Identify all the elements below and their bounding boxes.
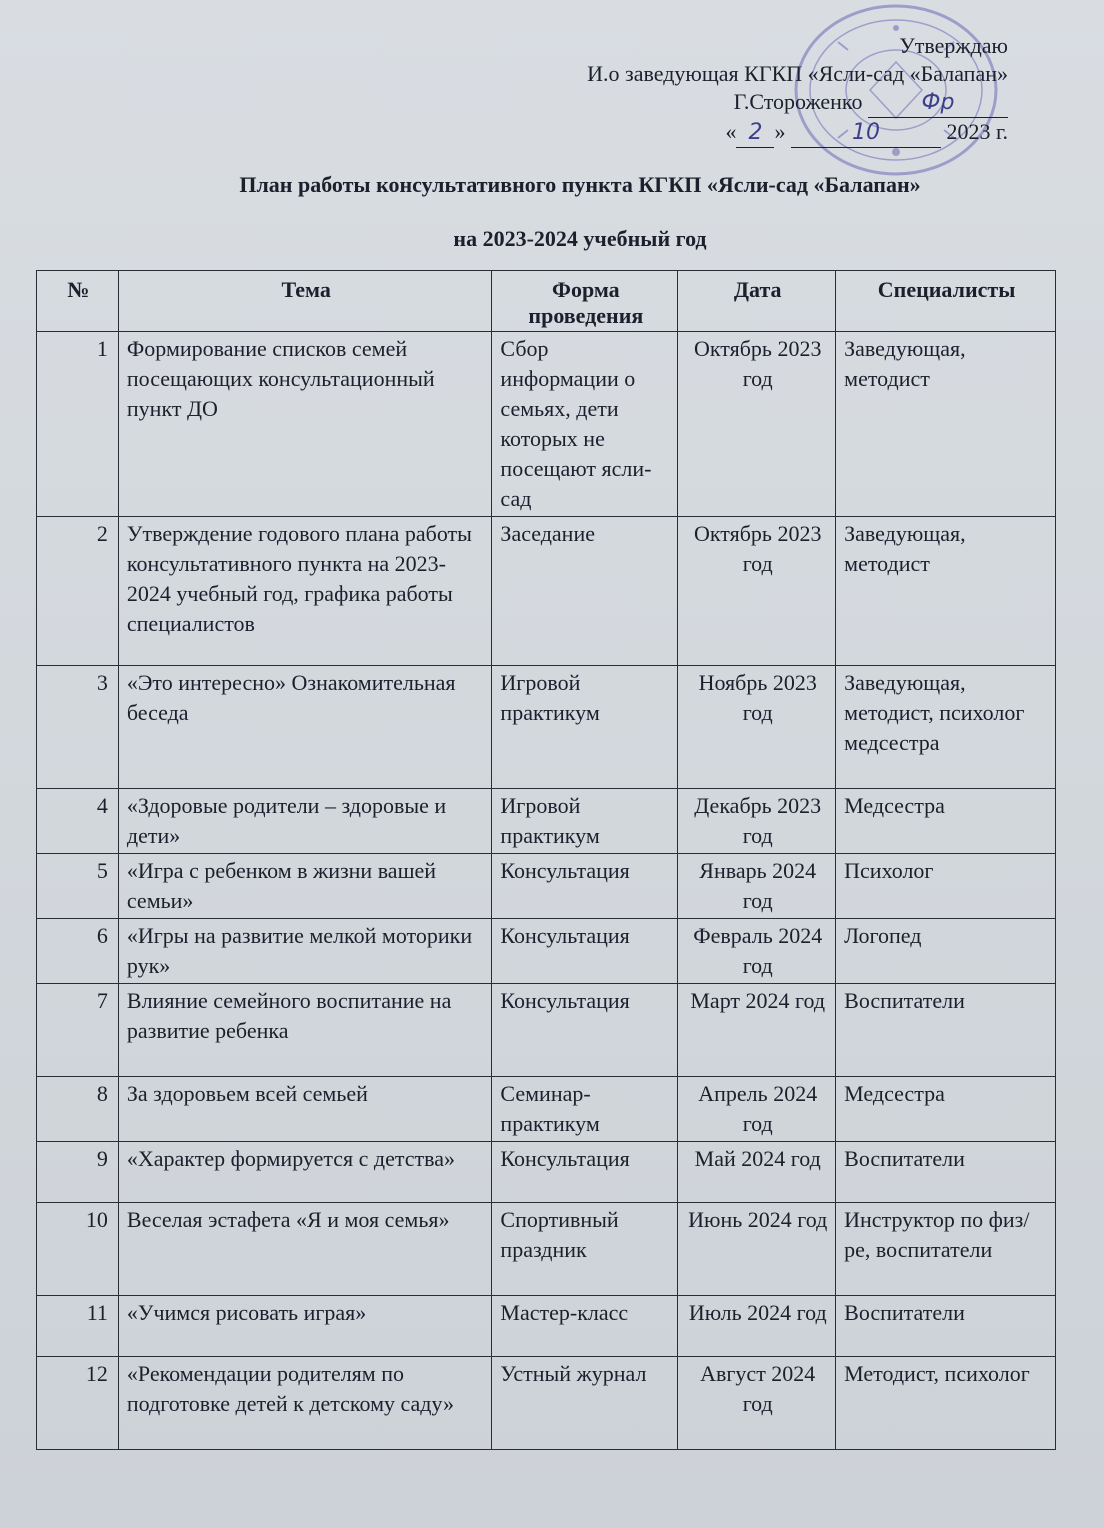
cell-specialists: Психолог [836, 854, 1056, 919]
cell-date: Июль 2024 год [678, 1296, 836, 1357]
cell-num: 6 [37, 919, 119, 984]
cell-date: Январь 2024 год [678, 854, 836, 919]
cell-form: Консультация [492, 919, 678, 984]
cell-topic: Формирование списков семей посещающих консультационный пункт ДО [118, 332, 492, 517]
cell-form: Устный журнал [492, 1357, 678, 1450]
document-title: План работы консультативного пункта КГКП «Ясли-сад «Балапан» [239, 172, 921, 197]
cell-topic: Веселая эстафета «Я и моя семья» [118, 1203, 492, 1296]
cell-form: Сбор информации о семьях, дети которых не посещают ясли-сад [492, 332, 678, 517]
cell-specialists: Заведующая, методист, психолог медсестра [836, 666, 1056, 789]
signature-field [868, 88, 1008, 118]
handwritten-signature: Фр [921, 90, 955, 115]
cell-topic: «Игра с ребенком в жизни вашей семьи» [118, 854, 492, 919]
approval-signer: Г.Стороженко [733, 89, 863, 114]
cell-topic: Утверждение годового плана работы консультативного пункта на 2023-2024 учебный год, графика работы специалистов [118, 517, 492, 666]
cell-form: Заседание [492, 517, 678, 666]
header-topic: Тема [118, 271, 492, 332]
table-row [37, 1203, 1056, 1296]
cell-form: Мастер-класс [492, 1296, 678, 1357]
approval-date-line [587, 118, 1008, 148]
cell-specialists: Методист, психолог [836, 1357, 1056, 1450]
header-specialists: Специалисты [836, 271, 1056, 332]
table-row [37, 666, 1056, 789]
date-quote-close: » [774, 119, 786, 144]
table-row [37, 517, 1056, 666]
table-row [37, 1357, 1056, 1450]
cell-date: Октябрь 2023 год [678, 332, 836, 517]
date-month-field [791, 118, 941, 148]
cell-topic: «Характер формируется с детства» [118, 1142, 492, 1203]
date-day-field [736, 118, 774, 148]
date-year: 2023 г. [946, 119, 1008, 144]
header-date: Дата [678, 271, 836, 332]
cell-specialists: Медсестра [836, 1077, 1056, 1142]
cell-form: Спортивный праздник [492, 1203, 678, 1296]
cell-topic: «Рекомендации родителям по подготовке детей к детскому саду» [118, 1357, 492, 1450]
approval-block [587, 32, 1008, 148]
approval-position: И.о заведующая КГКП «Ясли-сад «Балапан» [587, 61, 1008, 86]
cell-specialists: Логопед [836, 919, 1056, 984]
cell-date: Октябрь 2023 год [678, 517, 836, 666]
cell-date: Июнь 2024 год [678, 1203, 836, 1296]
cell-date: Август 2024 год [678, 1357, 836, 1450]
cell-date: Ноябрь 2023 год [678, 666, 836, 789]
cell-date: Март 2024 год [678, 984, 836, 1077]
cell-num: 3 [37, 666, 119, 789]
cell-specialists: Инструктор по физ/ре, воспитатели [836, 1203, 1056, 1296]
cell-num: 11 [37, 1296, 119, 1357]
cell-num: 9 [37, 1142, 119, 1203]
cell-num: 2 [37, 517, 119, 666]
cell-date: Февраль 2024 год [678, 919, 836, 984]
table-row [37, 1142, 1056, 1203]
cell-form: Консультация [492, 1142, 678, 1203]
cell-num: 7 [37, 984, 119, 1077]
cell-topic: «Здоровые родители – здоровые и дети» [118, 789, 492, 854]
table-row [37, 332, 1056, 517]
cell-date: Май 2024 год [678, 1142, 836, 1203]
cell-specialists: Заведующая, методист [836, 332, 1056, 517]
cell-specialists: Воспитатели [836, 1296, 1056, 1357]
cell-form: Семинар-практикум [492, 1077, 678, 1142]
approval-heading: Утверждаю [899, 33, 1008, 58]
cell-date: Декабрь 2023 год [678, 789, 836, 854]
cell-specialists: Медсестра [836, 789, 1056, 854]
table-row [37, 1296, 1056, 1357]
cell-specialists: Воспитатели [836, 1142, 1056, 1203]
cell-num: 12 [37, 1357, 119, 1450]
table-row [37, 854, 1056, 919]
cell-date: Апрель 2024 год [678, 1077, 836, 1142]
date-month: 10 [851, 120, 880, 145]
date-day: 2 [748, 120, 763, 145]
cell-num: 10 [37, 1203, 119, 1296]
cell-form: Консультация [492, 854, 678, 919]
cell-form: Игровой практикум [492, 666, 678, 789]
cell-topic: «Это интересно» Ознакомительная беседа [118, 666, 492, 789]
table-row [37, 984, 1056, 1077]
approval-signer-line [587, 88, 1008, 118]
plan-table [36, 270, 1056, 1450]
date-quote-open: « [725, 119, 737, 144]
cell-topic: «Учимся рисовать играя» [118, 1296, 492, 1357]
table-header-row [37, 271, 1056, 332]
cell-topic: «Игры на развитие мелкой моторики рук» [118, 919, 492, 984]
cell-num: 4 [37, 789, 119, 854]
table-row [37, 919, 1056, 984]
cell-topic: За здоровьем всей семьей [118, 1077, 492, 1142]
cell-form: Игровой практикум [492, 789, 678, 854]
cell-form: Консультация [492, 984, 678, 1077]
cell-specialists: Заведующая, методист [836, 517, 1056, 666]
document-subtitle: на 2023-2024 учебный год [453, 226, 707, 251]
table-row [37, 1077, 1056, 1142]
header-num: № [37, 271, 119, 332]
cell-topic: Влияние семейного воспитание на развитие ребенка [118, 984, 492, 1077]
cell-num: 5 [37, 854, 119, 919]
cell-num: 8 [37, 1077, 119, 1142]
table-row [37, 789, 1056, 854]
cell-specialists: Воспитатели [836, 984, 1056, 1077]
cell-num: 1 [37, 332, 119, 517]
header-form: Форма проведения [492, 271, 678, 332]
